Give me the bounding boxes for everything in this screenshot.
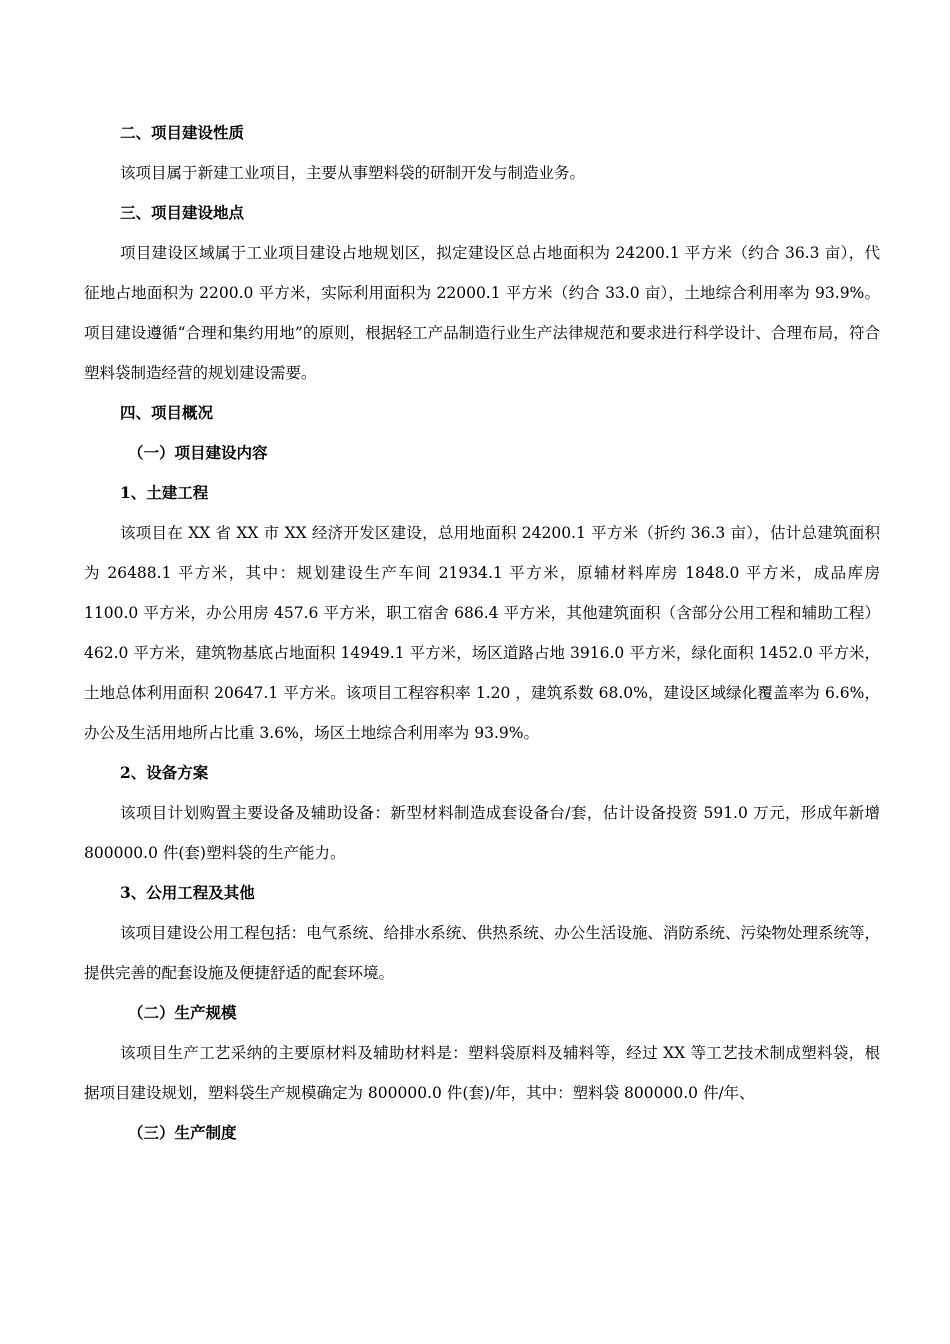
section-heading-nature: 二、项目建设性质	[120, 123, 245, 142]
item-heading-equipment: 2、设备方案	[120, 763, 209, 782]
paragraph-location: 项目建设区域属于工业项目建设占地规划区，拟定建设区总占地面积为 24200.1 平方米（约合 36.3 亩），代征地占地面积为 2200.0 平方米，实际利用面积为 22000.1 平方米（约合 33.0 亩），土地综合利用率为 93.9%。项目建设遵循“合理和集约用地”的原则，根据轻工产品制造行业生产法律规范和要求进行科学设计、合理布局，符合塑料袋制造经营的规划建设需要。	[84, 244, 880, 382]
paragraph-utilities: 该项目建设公用工程包括：电气系统、给排水系统、供热系统、办公生活设施、消防系统、污染物处理系统等，提供完善的配套设施及便捷舒适的配套环境。	[84, 924, 880, 982]
paragraph-nature: 该项目属于新建工业项目，主要从事塑料袋的研制开发与制造业务。	[120, 164, 586, 182]
paragraph-civil-engineering: 该项目在 XX 省 XX 市 XX 经济开发区建设，总用地面积 24200.1 平方米（折约 36.3 亩），估计总建筑面积为 26488.1 平方米，其中：规划建设生产车间 21934.1 平方米，原辅材料库房 1848.0 平方米，成品库房 1100.0 平方米，办公用房 457.6 平方米，职工宿舍 686.4 平方米，其他建筑面积（含部分公用工程和辅助工程）462.0 平方米，建筑物基底占地面积 14949.1 平方米，场区道路占地 3916.0 平方米，绿化面积 1452.0 平方米，土地总体利用面积 20647.1 平方米。该项目工程容积率 1.20 ，建筑系数 68.0%，建设区域绿化覆盖率为 6.6%，办公及生活用地所占比重 3.6%，场区土地综合利用率为 93.9%。	[84, 524, 880, 742]
subsection-heading-construction-content: （一）项目建设内容	[128, 443, 268, 462]
item-heading-utilities: 3、公用工程及其他	[120, 883, 255, 902]
section-heading-overview: 四、项目概况	[120, 403, 214, 422]
section-heading-location: 三、项目建设地点	[120, 203, 245, 222]
item-heading-civil-engineering: 1、土建工程	[120, 483, 209, 502]
subsection-heading-production-system: （三）生产制度	[128, 1123, 237, 1142]
subsection-heading-production-scale: （二）生产规模	[128, 1003, 237, 1022]
paragraph-equipment: 该项目计划购置主要设备及辅助设备：新型材料制造成套设备台/套，估计设备投资 591.0 万元，形成年新增 800000.0 件(套)塑料袋的生产能力。	[84, 804, 880, 862]
paragraph-production-scale: 该项目生产工艺采纳的主要原材料及辅助材料是：塑料袋原料及辅料等，经过 XX 等工艺技术制成塑料袋，根据项目建设规划，塑料袋生产规模确定为 800000.0 件(套)/年，其中：塑料袋 800000.0 件/年、	[84, 1044, 880, 1102]
